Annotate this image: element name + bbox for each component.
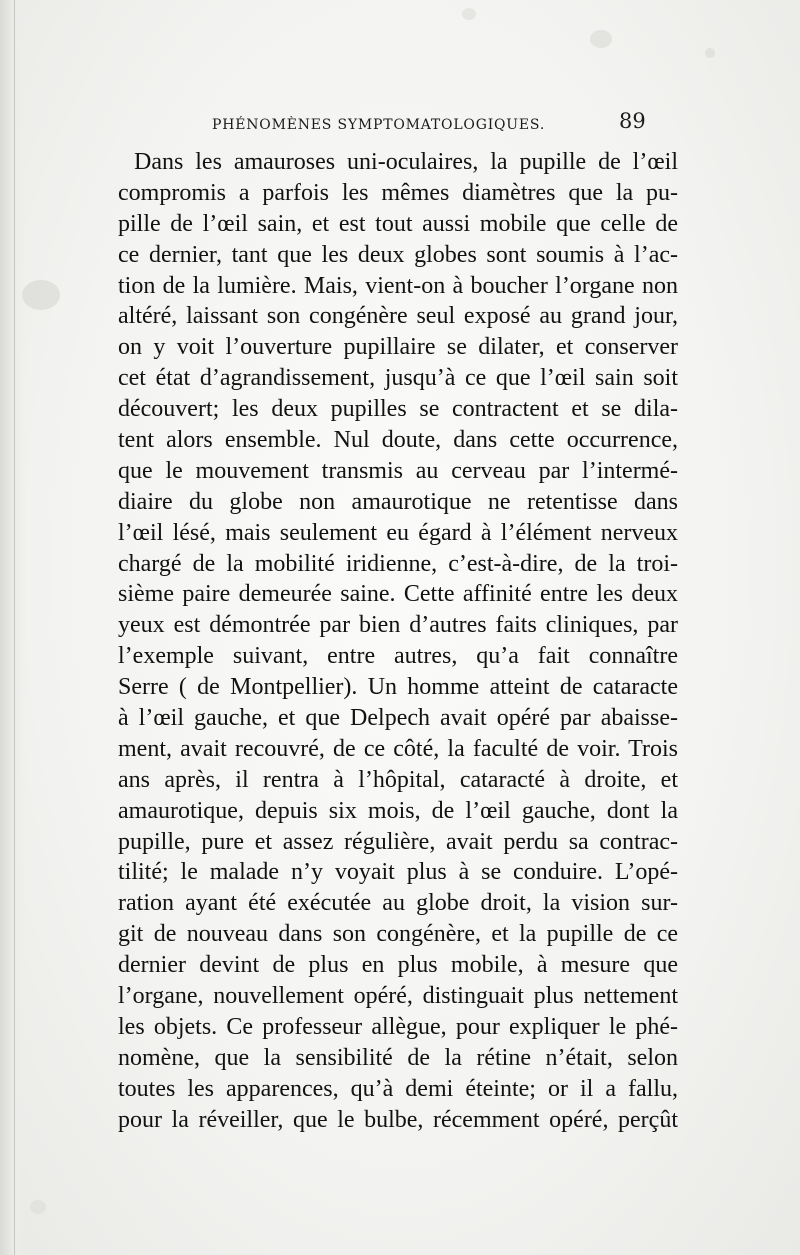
paper-stain: [30, 1200, 46, 1214]
text-line: git de nouveau dans son congénère, et la pupille de ce: [118, 921, 678, 948]
text-line: ans après, il rentra à l’hôpital, cataracté à droite, et: [118, 766, 678, 793]
text-line: Serre ( de Montpellier). Un homme atteint de cataracte: [118, 674, 678, 701]
text-line: les objets. Ce professeur allègue, pour expliquer le phé-: [118, 1013, 678, 1040]
text-line: tilité; le malade n’y voyait plus à se conduire. L’opé-: [118, 859, 678, 886]
text-line: pille de l’œil sain, et est tout aussi mobile que celle de: [118, 210, 678, 237]
text-line: on y voit l’ouverture pupillaire se dilater, et conserver: [118, 334, 678, 361]
text-line: tion de la lumière. Mais, vient-on à boucher l’organe non: [118, 272, 678, 299]
page-gutter-shadow: [0, 0, 26, 1255]
paper-stain: [462, 8, 476, 20]
text-line: nomène, que la sensibilité de la rétine n’était, selon: [118, 1044, 678, 1071]
text-line: toutes les apparences, qu’à demi éteinte; or il a fallu,: [118, 1075, 678, 1102]
body-text: [118, 147, 678, 1136]
text-line: l’œil lésé, mais seulement eu égard à l’élément nerveux: [118, 519, 678, 546]
text-line: ce dernier, tant que les deux globes sont soumis à l’ac-: [118, 241, 678, 268]
text-line: sième paire demeurée saine. Cette affinité entre les deux: [118, 581, 678, 608]
text-line: dernier devint de plus en plus mobile, à mesure que: [118, 952, 678, 979]
text-line: altéré, laissant son congénère seul exposé au grand jour,: [118, 303, 678, 330]
text-line: que le mouvement transmis au cerveau par l’intermé-: [118, 457, 678, 484]
page-number: 89: [619, 109, 646, 133]
text-line: amaurotique, depuis six mois, de l’œil gauche, dont la: [118, 797, 678, 824]
text-line: tent alors ensemble. Nul doute, dans cette occurrence,: [118, 427, 678, 454]
running-title: PHÉNOMÈNES SYMPTOMATOLOGIQUES.: [212, 117, 546, 133]
page-gutter-line: [14, 0, 15, 1255]
text-line: cet état d’agrandissement, jusqu’à ce que l’œil sain soit: [118, 365, 678, 392]
text-line: l’exemple suivant, entre autres, qu’a fait connaître: [118, 643, 678, 670]
text-line: chargé de la mobilité iridienne, c’est-à-dire, de la troi-: [118, 550, 678, 577]
text-line: pour la réveiller, que le bulbe, récemment opéré, perçût: [118, 1106, 678, 1133]
text-line: à l’œil gauche, et que Delpech avait opéré par abaisse-: [118, 705, 678, 732]
text-line: compromis a parfois les mêmes diamètres que la pu-: [118, 179, 678, 206]
text-line: diaire du globe non amaurotique ne retentisse dans: [118, 488, 678, 515]
text-line: l’organe, nouvellement opéré, distinguait plus nettement: [118, 983, 678, 1010]
paper-stain: [22, 280, 60, 310]
paper-stain: [590, 30, 612, 48]
paper-stain: [705, 48, 715, 58]
text-line: ment, avait recouvré, de ce côté, la faculté de voir. Trois: [118, 735, 678, 762]
text-line: découvert; les deux pupilles se contractent et se dila-: [118, 396, 678, 423]
text-line: ration ayant été exécutée au globe droit, la vision sur-: [118, 890, 678, 917]
text-line: pupille, pure et assez régulière, avait perdu sa contrac-: [118, 828, 678, 855]
text-line: Dans les amauroses uni-oculaires, la pupille de l’œil: [134, 149, 678, 175]
text-line: yeux est démontrée par bien d’autres faits cliniques, par: [118, 612, 678, 639]
